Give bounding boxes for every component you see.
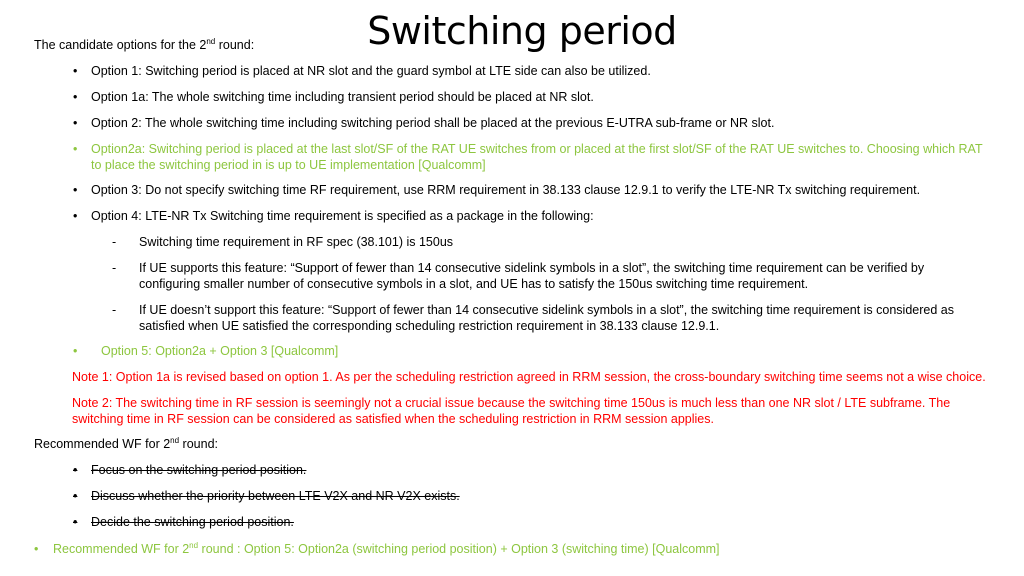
sub-item-2: If UE supports this feature: “Support of fewer than 14 consecutive sidelink symbols in a slot”, the switching time requirement can be verified by configuring smaller number of consecutive symbols in a slot, and UE has to satisfy the 150us switching time requirement. [139, 261, 925, 291]
struck-item-1: Focus on the switching period position. [91, 463, 307, 477]
final-sup: nd [189, 540, 199, 550]
bullet-icon: • [73, 344, 78, 358]
page-title: Switching period [367, 9, 677, 53]
struck-item-3: Decide the switching period position. [91, 515, 294, 529]
dash-icon: - [112, 261, 117, 275]
intro-sup: nd [206, 36, 216, 46]
final-prefix: Recommended WF for 2 [53, 542, 190, 556]
final-suffix: round : Option 5: Option2a (switching period position) + Option 3 (switching time) [Qualcomm] [198, 542, 720, 556]
option-2a: Option2a: Switching period is placed at the last slot/SF of the RAT UE switches from or placed at the first slot/SF of the RAT UE switches to. Choosing which RAT to place the switching period in is up to UE implementation [Qualcomm] [91, 142, 983, 172]
dash-icon: - [112, 235, 117, 249]
final-recommendation [53, 541, 720, 557]
bullet-icon: • [73, 90, 78, 104]
note-2: Note 2: The switching time in RF session is seemingly not a crucial issue because the switching time 150us is much less than one NR slot / LTE subframe. The switching time in RF session can be considered as satisfied when the scheduling restriction in RRM session applies. [72, 396, 951, 426]
bullet-icon: • [73, 463, 78, 477]
bullet-icon: • [34, 542, 39, 556]
struck-item-2: Discuss whether the priority between LTE V2X and NR V2X exists. [91, 489, 460, 503]
intro-suffix: round: [215, 38, 255, 52]
note-1: Note 1: Option 1a is revised based on option 1. As per the scheduling restriction agreed in RRM session, the cross-boundary switching time seems not a wise choice. [72, 370, 986, 384]
recommended-sup: nd [170, 435, 180, 445]
recommended-prefix: Recommended WF for 2 [34, 437, 171, 451]
bullet-icon: • [73, 515, 78, 529]
option-2: Option 2: The whole switching time including switching period shall be placed at the previous E-UTRA sub-frame or NR slot. [91, 116, 775, 130]
option-3: Option 3: Do not specify switching time RF requirement, use RRM requirement in 38.133 clause 12.9.1 to verify the LTE-NR Tx switching requirement. [91, 183, 921, 197]
bullet-icon: • [73, 489, 78, 503]
recommended-heading [34, 436, 218, 452]
option-4: Option 4: LTE-NR Tx Switching time requirement is specified as a package in the following: [91, 209, 594, 223]
sub-item-1: Switching time requirement in RF spec (38.101) is 150us [139, 235, 454, 249]
sub-item-3: If UE doesn’t support this feature: “Support of fewer than 14 consecutive sidelink symbols in a slot”, the switching time requirement is considered as satisfied when UE satisfied the corresponding scheduling restriction requirement in 38.133 clause 12.9.1. [139, 303, 954, 333]
option-1: Option 1: Switching period is placed at NR slot and the guard symbol at LTE side can also be utilized. [91, 64, 651, 78]
intro-prefix: The candidate options for the 2 [34, 38, 207, 52]
intro-line [34, 37, 254, 53]
option-1a: Option 1a: The whole switching time including transient period should be placed at NR slot. [91, 90, 594, 104]
dash-icon: - [112, 303, 117, 317]
bullet-icon: • [73, 183, 78, 197]
bullet-icon: • [73, 209, 78, 223]
recommended-suffix: round: [179, 437, 218, 451]
bullet-icon: • [73, 142, 78, 156]
bullet-icon: • [73, 116, 78, 130]
option-5: Option 5: Option2a + Option 3 [Qualcomm] [101, 344, 339, 358]
bullet-icon: • [73, 64, 78, 78]
